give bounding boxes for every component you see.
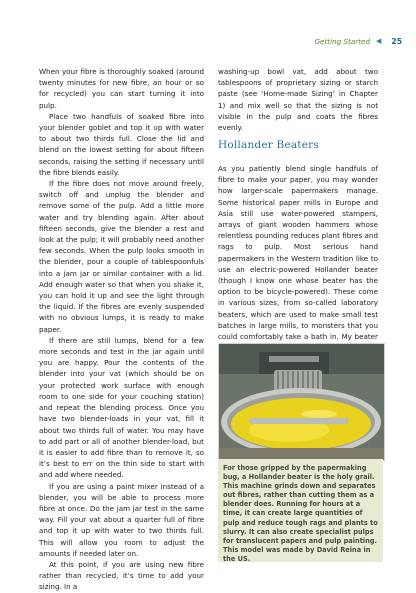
left-column: [39, 66, 204, 593]
paragraph: When your fibre is thoroughly soaked (around twenty minutes for new fibre, an hour or so for recycled) you can start turning it into pulp.: [39, 67, 204, 110]
running-header-section: Getting Started: [314, 36, 371, 46]
photo-caption: For those gripped by the papermaking bug, a Hollander beater is the holy grail. This machine grinds down and separates out fibres, rather than cutting them as a blender does. Running for hours at a time, it can create large quantities of pulp and reduce tough rags and plants to slurry. It can also create specialist pulps for translucent papers and pulp painting. This model was made by David Reina in the US.: [223, 464, 378, 563]
paragraph: washing-up bowl vat, add about two tablespoons of proprietary sizing or starch paste (see ‘Home-made Sizing’ in Chapter 1) and mix well so that the sizing is not visible in the pulp and coats the fibres evenly.: [218, 67, 378, 133]
paragraph: At this point, if you are using new fibre rather than recycled, it’s time to add your sizing. In a: [39, 559, 204, 592]
paragraph: Place two handfuls of soaked fibre into your blender goblet and top it up with water to about two thirds full. Close the lid and blend on the lowest setting for about fifteen seconds, raising the setting if necessary until the fibre blends easily.: [39, 111, 204, 177]
paragraph: If the fibre does not move around freely, switch off and unplug the blender and remove some of the pulp. Add a little more water and try blending again. After about fifteen seconds, give the blender a rest and look at the pulp; it will probably need another few seconds. When the pulp looks smooth in the blender, pour a couple of tablespoonfuls into a jam jar or similar container with a lid. Add enough water so that when you shake it, you can hold it up and see the light through the liquid. If the fibres are evenly suspended with no obvious lumps, it is ready to make paper.: [39, 179, 204, 334]
section-heading: Hollander Beaters: [218, 139, 319, 151]
right-column-intro: [218, 66, 378, 133]
page-number: 25: [391, 36, 402, 46]
hollander-beater-photo: [218, 343, 385, 461]
right-column-body: [218, 163, 378, 353]
running-header: [0, 34, 402, 48]
paragraph: If there are still lumps, blend for a few more seconds and test in the jar again until you are happy. Pour the contents of the blender into your vat (which should be on your protected work surface with enough room to one side for your couching station) and repeat the blending process. Once you have two blender-loads in your vat, fill it about two thirds full of water. You may have to add part or all of another blender-load, but it is easier to add fibre than to remove it, so it’s best to err on the thin side to start with and add where needed.: [39, 335, 204, 480]
paragraph: If you are using a paint mixer instead of a blender, you will be able to process more fibre at once. Do the jam jar test in the same way. Fill your vat about a quarter full of fibre and top it up with water to two thirds full. This will allow you room to adjust the amounts if needed later on.: [39, 481, 204, 558]
paragraph: As you patiently blend single handfuls of fibre to make your paper, you may wonder how larger-scale papermakers manage. Some historical paper mills in Europe and Asia still use water-powered stampers, arrays of giant wooden hammers whose relentless pounding reduces plant fibres and rags to pulp. Most serious hand papermakers in the Western tradition like to use an electric-powered Hollander beater (though I know one whose beater has the option to be bicycle-powered). These come in various sizes, from so-called laboratory beaters, which are used to make small test batches in large mills, to monsters that you could comfortably take a bath in. My beater: [218, 164, 378, 342]
left-arrow-icon: ◀: [376, 37, 382, 45]
